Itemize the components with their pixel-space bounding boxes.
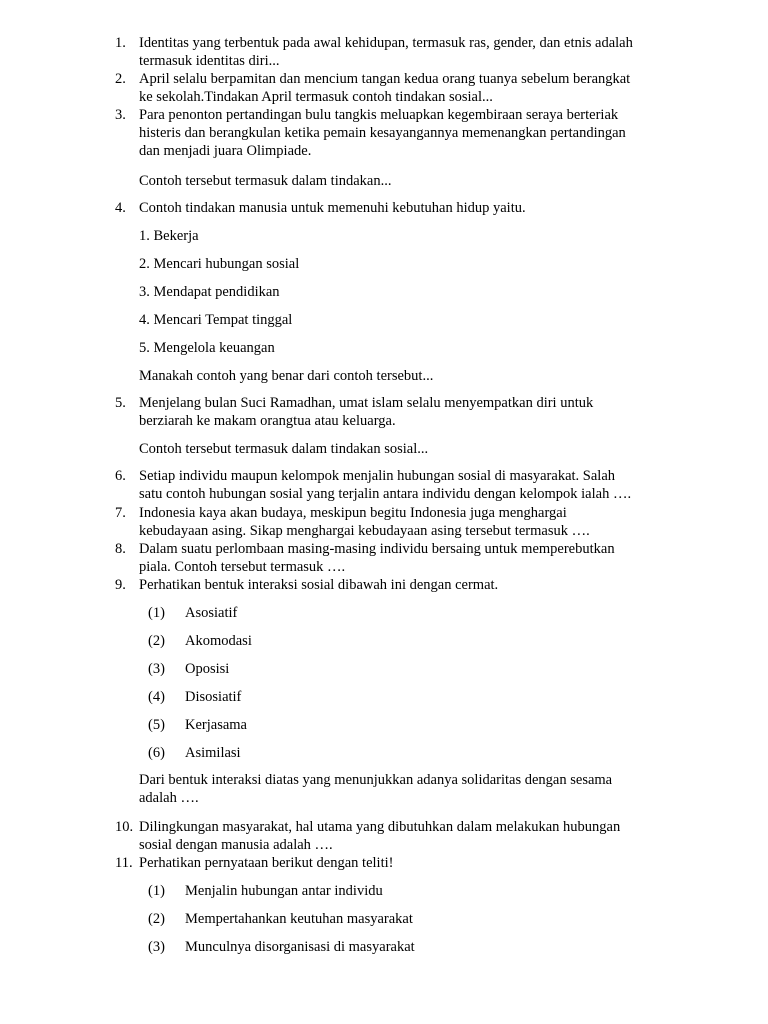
question-text xyxy=(139,504,675,540)
text-line: histeris dan berangkulan ketika pemain kesayangannya memenangkan pertandingan xyxy=(139,125,626,141)
question-text xyxy=(139,818,675,854)
text-line: kebudayaan asing. Sikap menghargai kebudayaan asing tersebut termasuk …. xyxy=(139,523,590,539)
question-number: 8. xyxy=(115,541,126,557)
option-number: (3) xyxy=(148,939,165,955)
question-text xyxy=(139,70,675,106)
question-number: 10. xyxy=(115,819,134,835)
text-line: Dalam suatu perlombaan masing-masing individu bersaing untuk memperebutkan xyxy=(139,541,615,557)
question-text xyxy=(139,394,675,430)
text-line: dan menjadi juara Olimpiade. xyxy=(139,143,312,159)
question-text xyxy=(139,106,675,160)
question-text xyxy=(139,540,675,576)
text-line: Indonesia kaya akan budaya, meskipun begitu Indonesia juga menghargai xyxy=(139,505,567,521)
question-9-followup xyxy=(139,771,679,807)
option-text: Menjalin hubungan antar individu xyxy=(185,883,383,899)
text-line: berziarah ke makam orangtua atau keluarga. xyxy=(139,413,396,429)
question-number: 3. xyxy=(115,107,126,123)
option-text: Kerjasama xyxy=(185,717,247,733)
text-line: Menjelang bulan Suci Ramadhan, umat islam selalu menyempatkan diri untuk xyxy=(139,395,594,411)
question-text: Contoh tindakan manusia untuk memenuhi kebutuhan hidup yaitu. xyxy=(139,200,526,216)
question-number: 9. xyxy=(115,577,126,593)
option-text: Asimilasi xyxy=(185,745,241,761)
option-number: (3) xyxy=(148,661,165,677)
question-number: 6. xyxy=(115,468,126,484)
option-number: (1) xyxy=(148,605,165,621)
option-text: Oposisi xyxy=(185,661,230,677)
question-number: 1. xyxy=(115,35,126,51)
option-text: Mempertahankan keutuhan masyarakat xyxy=(185,911,413,927)
text-line: sosial dengan manusia adalah …. xyxy=(139,837,333,853)
question-text xyxy=(139,467,675,503)
option-number: (6) xyxy=(148,745,165,761)
option-number: (2) xyxy=(148,633,165,649)
question-4-followup: Manakah contoh yang benar dari contoh tersebut... xyxy=(139,368,434,384)
option-number: (4) xyxy=(148,689,165,705)
question-number: 11. xyxy=(115,855,133,871)
option-item: 2. Mencari hubungan sosial xyxy=(139,256,300,272)
question-5-followup: Contoh tersebut termasuk dalam tindakan sosial... xyxy=(139,441,429,457)
text-line: piala. Contoh tersebut termasuk …. xyxy=(139,559,346,575)
text-line: Para penonton pertandingan bulu tangkis meluapkan kegembiraan seraya berteriak xyxy=(139,107,619,123)
question-number: 7. xyxy=(115,505,126,521)
option-number: (1) xyxy=(148,883,165,899)
question-text: Perhatikan bentuk interaksi sosial dibawah ini dengan cermat. xyxy=(139,577,499,593)
option-number: (2) xyxy=(148,911,165,927)
option-text: Munculnya disorganisasi di masyarakat xyxy=(185,939,415,955)
text-line: Dilingkungan masyarakat, hal utama yang dibutuhkan dalam melakukan hubungan xyxy=(139,819,621,835)
option-item: 4. Mencari Tempat tinggal xyxy=(139,312,293,328)
question-text: Perhatikan pernyataan berikut dengan teliti! xyxy=(139,855,394,871)
text-line: Setiap individu maupun kelompok menjalin hubungan sosial di masyarakat. Salah xyxy=(139,468,616,484)
text-line: ke sekolah.Tindakan April termasuk contoh tindakan sosial... xyxy=(139,89,493,105)
option-item: 5. Mengelola keuangan xyxy=(139,340,275,356)
text-line: satu contoh hubungan sosial yang terjalin antara individu dengan kelompok ialah …. xyxy=(139,486,632,502)
question-number: 4. xyxy=(115,200,126,216)
text-line: termasuk identitas diri... xyxy=(139,53,280,69)
text-line: adalah …. xyxy=(139,790,199,806)
question-number: 5. xyxy=(115,395,126,411)
question-text xyxy=(139,34,675,70)
option-text: Asosiatif xyxy=(185,605,238,621)
text-line: April selalu berpamitan dan mencium tangan kedua orang tuanya sebelum berangkat xyxy=(139,71,631,87)
option-text: Disosiatif xyxy=(185,689,242,705)
text-line: Dari bentuk interaksi diatas yang menunjukkan adanya solidaritas dengan sesama xyxy=(139,772,613,788)
option-item: 3. Mendapat pendidikan xyxy=(139,284,280,300)
option-number: (5) xyxy=(148,717,165,733)
option-item: 1. Bekerja xyxy=(139,228,199,244)
text-line: Identitas yang terbentuk pada awal kehidupan, termasuk ras, gender, dan etnis adalah xyxy=(139,35,633,51)
option-text: Akomodasi xyxy=(185,633,252,649)
question-3-followup: Contoh tersebut termasuk dalam tindakan... xyxy=(139,173,392,189)
question-number: 2. xyxy=(115,71,126,87)
